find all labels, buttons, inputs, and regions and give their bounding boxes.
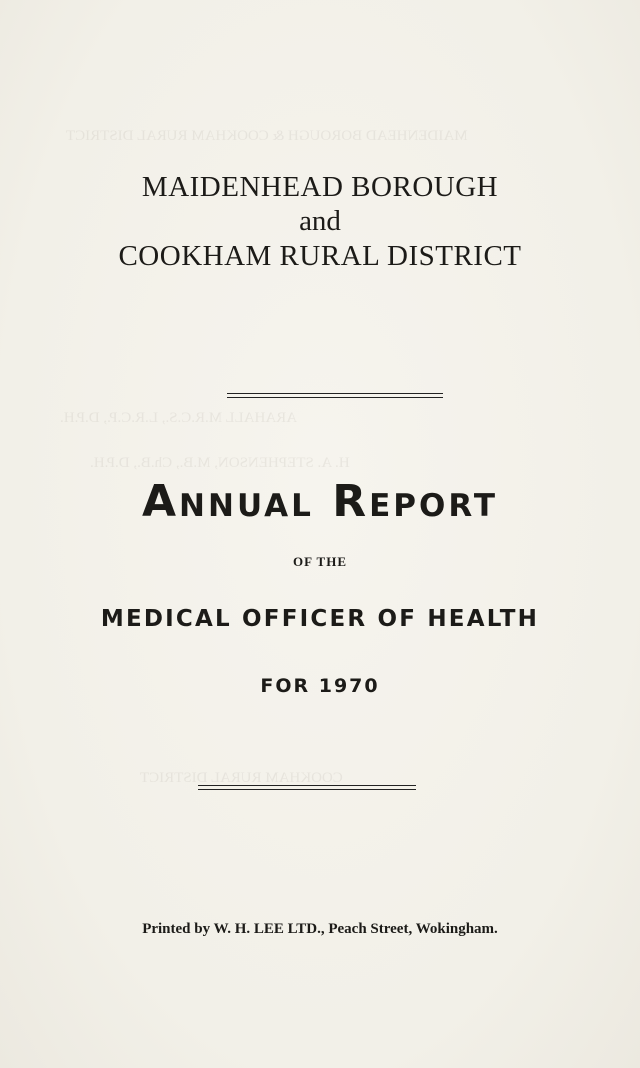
double-rule-bottom bbox=[198, 785, 416, 790]
show-through-text: COOKHAM RURAL DISTRICT bbox=[140, 770, 343, 786]
annual-report-heading: Annual Report bbox=[142, 476, 498, 527]
of-the-line: OF THE bbox=[292, 554, 348, 569]
conjunction-and: and bbox=[299, 205, 341, 237]
show-through-text: ARAHALL M.R.C.S., L.R.C.P., D.P.H. bbox=[60, 410, 297, 426]
double-rule-top bbox=[227, 393, 443, 398]
show-through-text: H. A. STEPHENSON, M.B., Ch.B., D.P.H. bbox=[90, 455, 350, 471]
medical-officer-heading: MEDICAL OFFICER OF HEALTH bbox=[100, 606, 540, 632]
district-title: COOKHAM RURAL DISTRICT bbox=[118, 240, 522, 272]
borough-title: MAIDENHEAD BOROUGH bbox=[141, 171, 499, 203]
show-through-text: MAIDENHEAD BOROUGH & COOKHAM RURAL DISTRICT bbox=[66, 128, 468, 144]
year-line: FOR 1970 bbox=[260, 675, 380, 697]
printer-imprint: Printed by W. H. LEE LTD., Peach Street, Wokingham. bbox=[142, 921, 498, 937]
